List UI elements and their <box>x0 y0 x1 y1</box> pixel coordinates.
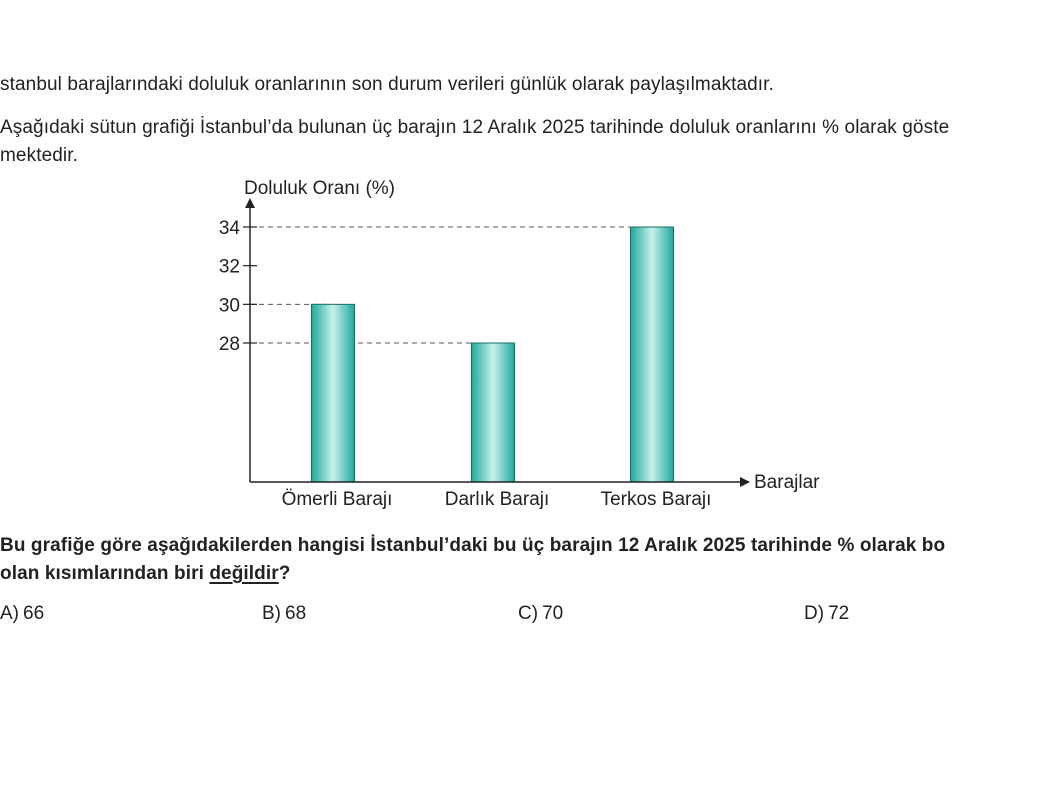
choice-d[interactable] <box>804 603 849 625</box>
y-axis-arrow <box>245 198 255 208</box>
question-line-1: Bu grafiğe göre aşağıdakilerden hangisi İstanbul’daki bu üç barajın 12 Aralık 2025 tarihinde % olarak bo <box>0 535 946 556</box>
choice-c-value: 70 <box>542 603 564 624</box>
choice-d-label: D) <box>804 603 825 624</box>
choice-a[interactable] <box>0 603 44 625</box>
x-axis-label: Barajlar <box>754 472 820 493</box>
choice-b-value: 68 <box>285 603 307 624</box>
question-underlined: değildir <box>209 563 279 584</box>
intro-line-2: Aşağıdaki sütun grafiği İstanbul’da bulunan üç barajın 12 Aralık 2025 tarihinde doluluk oranlarını % olarak göste <box>0 117 950 138</box>
choice-c[interactable] <box>518 603 563 625</box>
question-line-2 <box>0 563 290 585</box>
y-tick-label-32: 32 <box>218 256 240 278</box>
choice-d-value: 72 <box>828 603 850 624</box>
bar-2 <box>472 343 515 482</box>
x-label-1: Ömerli Barajı <box>281 489 393 510</box>
x-label-2: Darlık Barajı <box>444 489 550 510</box>
x-axis-arrow <box>740 477 750 487</box>
choice-b[interactable] <box>262 603 306 625</box>
y-axis-label: Doluluk Oranı (%) <box>244 178 395 199</box>
dashed-guides <box>250 227 652 343</box>
question-prefix: olan kısımlarından biri <box>0 563 210 584</box>
x-labels-group <box>282 489 712 510</box>
y-tick-label-34: 34 <box>218 218 240 239</box>
choice-b-label: B) <box>262 603 281 624</box>
intro-line-3: mektedir. <box>0 145 78 166</box>
bar-1 <box>312 304 355 482</box>
y-ticks-group <box>219 218 257 355</box>
bars-group <box>312 227 674 482</box>
question-suffix: ? <box>278 563 291 584</box>
intro-line-1: stanbul barajlarındaki doluluk oranlarının son durum verileri günlük olarak paylaşılmaktadır. <box>0 74 774 95</box>
y-tick-label-30: 30 <box>218 295 240 317</box>
choice-a-label: A) <box>0 603 19 624</box>
choice-c-label: C) <box>518 603 539 624</box>
bar-3 <box>631 227 674 482</box>
y-tick-label-28: 28 <box>218 334 240 355</box>
choice-a-value: 66 <box>23 603 45 624</box>
x-label-3: Terkos Barajı <box>600 489 712 510</box>
